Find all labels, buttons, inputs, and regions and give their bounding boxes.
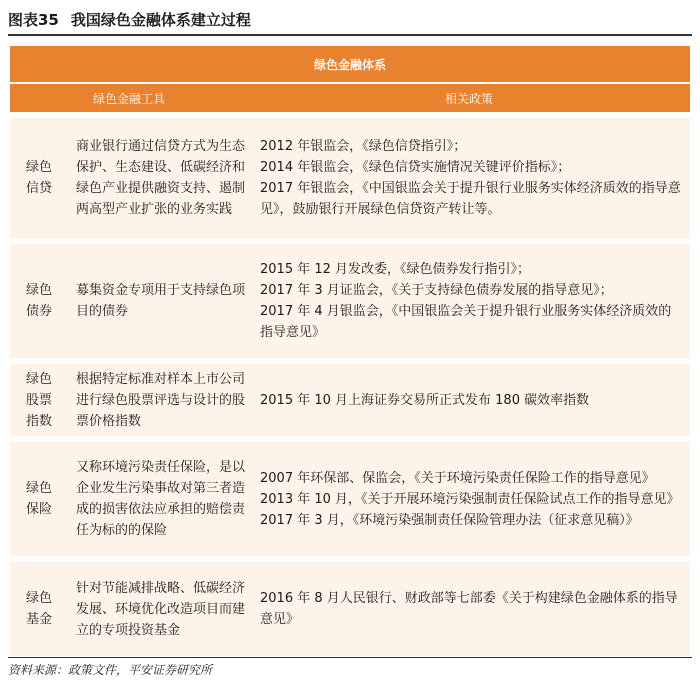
- table-row: [10, 562, 690, 656]
- figure-title: 我国绿色金融体系建立过程: [70, 11, 251, 29]
- figure-caption: [8, 8, 251, 32]
- policy-item: 2012 年银监会，《绿色信贷指引》；: [260, 139, 467, 154]
- column-header-tool: 绿色金融工具: [92, 91, 165, 106]
- source-note: 资料来源：政策文件，平安证券研究所: [8, 663, 213, 677]
- tool-cell: 商业银行通过信贷方式为生态保护、生态建设、低碳经济和绿色产业提供融资支持、遏制两高型产业扩张的业务实践: [76, 139, 246, 217]
- policy-item: 2013 年 10 月，《关于开展环境污染强制责任保险试点工作的指导意见》: [260, 491, 680, 507]
- category-cell: 绿色债券: [25, 283, 52, 319]
- policy-item: 2017 年银监会，《中国银监会关于提升银行业服务实体经济质效的指导意见》，鼓励银行开展绿色信贷资产转让等。: [260, 181, 681, 217]
- tool-cell: 根据特定标准对样本上市公司进行绿色股票评选与设计的股票价格指数: [76, 371, 246, 429]
- category-cell: 绿色信贷: [25, 160, 52, 196]
- policy-cell: [248, 364, 690, 436]
- column-header-policy: 相关政策: [444, 91, 493, 106]
- policy-cell: [248, 442, 690, 556]
- policy-item: 2015 年 12 月发改委，《绿色债券发行指引》；: [260, 262, 531, 277]
- policy-item: 2015 年 10 月上海证券交易所正式发布 180 碳效率指数: [260, 392, 590, 408]
- column-header-row: [10, 84, 690, 112]
- caption-divider: [8, 34, 692, 36]
- source-divider: [8, 657, 692, 658]
- category-cell: 绿色股票指数: [25, 371, 52, 429]
- category-cell: 绿色基金: [25, 591, 52, 627]
- policy-cell: [248, 118, 690, 238]
- table-row: [10, 244, 690, 358]
- table-row: [10, 118, 690, 238]
- table-row: [10, 442, 690, 556]
- policy-item: 2017 年 4 月银监会，《中国银监会关于提升银行业服务实体经济质效的指导意见》: [260, 304, 672, 340]
- policy-item: 2014 年银监会，《绿色信贷实施情况关键评价指标》；: [260, 160, 571, 175]
- tool-cell: 募集资金专项用于支持绿色项目的债券: [76, 283, 246, 319]
- category-cell: 绿色保险: [25, 481, 52, 517]
- policy-cell: [248, 562, 690, 656]
- table-row: [10, 364, 690, 436]
- policy-item: 2017 年 3 月证监会，《关于支持绿色债券发展的指导意见》；: [260, 283, 613, 298]
- green-finance-table: [10, 46, 690, 656]
- tool-cell: 又称环境污染责任保险，是以企业发生污染事故对第三者造成的损害依法应承担的赔偿责任为标的的保险: [76, 460, 246, 538]
- table-title: 绿色金融体系: [313, 57, 386, 72]
- table-title-header: [10, 46, 690, 82]
- figure-number: 图表35: [8, 11, 59, 29]
- policy-item: 2017 年 3 月，《环境污染强制责任保险管理办法（征求意见稿）》: [260, 512, 639, 528]
- tool-cell: 针对节能减排战略、低碳经济发展、环境优化改造项目而建立的专项投资基金: [76, 580, 246, 638]
- policy-item: 2007 年环保部、保监会，《关于环境污染责任保险工作的指导意见》: [260, 470, 655, 486]
- policy-item: 2016 年 8 月人民银行、财政部等七部委《关于构建绿色金融体系的指导意见》: [260, 591, 678, 627]
- policy-cell: [248, 244, 690, 358]
